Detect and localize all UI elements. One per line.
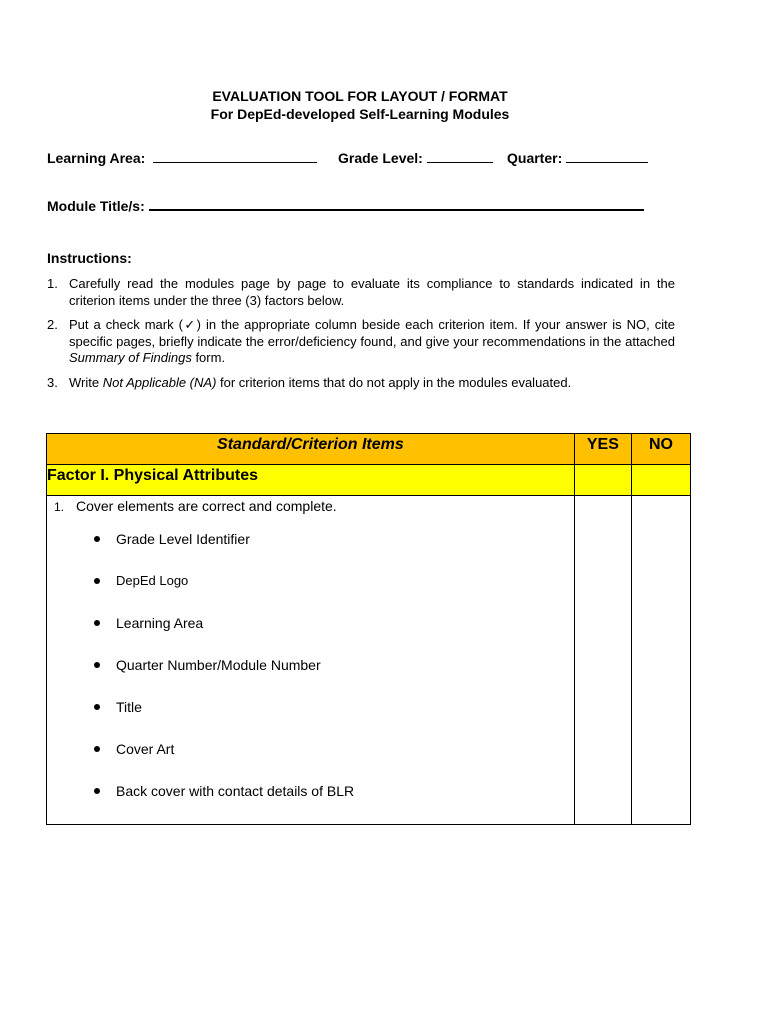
instruction-text xyxy=(69,375,675,392)
bullet-text: Title xyxy=(116,699,142,715)
bullet-icon xyxy=(94,704,100,710)
list-item xyxy=(47,530,574,572)
bullet-icon xyxy=(94,788,100,794)
evaluation-table xyxy=(46,433,691,825)
module-title-blank[interactable] xyxy=(149,196,644,211)
criterion-cell xyxy=(47,496,575,825)
instruction-text-part: Put a check mark (✓) in the appropriate column beside each criterion item. If your answer is NO, cite specific pages, briefly indicate the error/deficiency found, and give your recommendations in the attached xyxy=(69,317,675,349)
instruction-text: Carefully read the modules page by page to evaluate its compliance to standards indicated in the criterion items under the three (3) factors below. xyxy=(69,276,675,308)
header-yes: YES xyxy=(574,434,631,465)
grade-level-blank[interactable] xyxy=(427,149,493,163)
instruction-text xyxy=(69,317,675,367)
learning-area-blank[interactable] xyxy=(153,149,317,163)
criterion-item xyxy=(47,496,574,514)
criterion-no-cell[interactable] xyxy=(631,496,690,825)
module-title-field xyxy=(47,196,644,214)
bullet-text: Cover Art xyxy=(116,741,175,757)
module-title-label: Module Title/s: xyxy=(47,198,145,214)
factor-title: Factor I. Physical Attributes xyxy=(47,465,575,496)
document-title: EVALUATION TOOL FOR LAYOUT / FORMAT xyxy=(212,88,508,104)
grade-level-label: Grade Level: xyxy=(338,150,423,166)
instruction-text-part: form. xyxy=(191,350,226,365)
instruction-text-part: for criterion items that do not apply in the modules evaluated. xyxy=(216,374,572,390)
bullet-text: Learning Area xyxy=(116,615,204,631)
instruction-number: 2. xyxy=(47,317,58,332)
criterion-bullet-list xyxy=(47,530,574,824)
instructions-list xyxy=(47,276,675,399)
list-item xyxy=(47,698,574,740)
factor-yes-cell[interactable] xyxy=(574,465,631,496)
list-item xyxy=(47,656,574,698)
bullet-icon xyxy=(94,536,100,542)
table-header-row xyxy=(47,434,691,465)
quarter-blank[interactable] xyxy=(566,149,648,163)
title-block xyxy=(0,87,720,123)
instruction-number: 1. xyxy=(47,276,58,291)
instruction-text-part: Write xyxy=(69,374,103,390)
instruction-item xyxy=(47,317,675,367)
grade-level-field xyxy=(338,149,493,166)
instruction-number: 3. xyxy=(47,374,58,390)
criterion-yes-cell[interactable] xyxy=(574,496,631,825)
instruction-emphasis: Not Applicable (NA) xyxy=(102,374,217,390)
header-criterion-items: Standard/Criterion Items xyxy=(47,434,575,465)
instruction-item xyxy=(47,276,675,309)
bullet-icon xyxy=(94,578,100,584)
list-item xyxy=(47,782,574,824)
learning-area-field xyxy=(47,149,317,166)
factor-row xyxy=(47,465,691,496)
criterion-number: 1. xyxy=(54,500,65,514)
criterion-row xyxy=(47,496,691,825)
bullet-icon xyxy=(94,662,100,668)
bullet-icon xyxy=(94,620,100,626)
criterion-text: Cover elements are correct and complete. xyxy=(76,498,337,514)
list-item xyxy=(47,740,574,782)
bullet-icon xyxy=(94,746,100,752)
quarter-field xyxy=(507,149,648,166)
document-subtitle: For DepEd-developed Self-Learning Modules xyxy=(210,106,510,122)
instruction-item xyxy=(47,375,675,392)
instruction-emphasis: Summary of Findings xyxy=(69,350,192,365)
list-item xyxy=(47,572,574,614)
quarter-label: Quarter: xyxy=(507,150,563,166)
header-no: NO xyxy=(631,434,690,465)
factor-no-cell[interactable] xyxy=(631,465,690,496)
list-item xyxy=(47,614,574,656)
bullet-text: DepEd Logo xyxy=(116,573,189,588)
bullet-text: Back cover with contact details of BLR xyxy=(116,783,355,799)
learning-area-label: Learning Area: xyxy=(47,150,146,166)
instructions-heading: Instructions: xyxy=(47,250,132,266)
bullet-text: Grade Level Identifier xyxy=(116,531,250,547)
bullet-text: Quarter Number/Module Number xyxy=(116,657,321,673)
